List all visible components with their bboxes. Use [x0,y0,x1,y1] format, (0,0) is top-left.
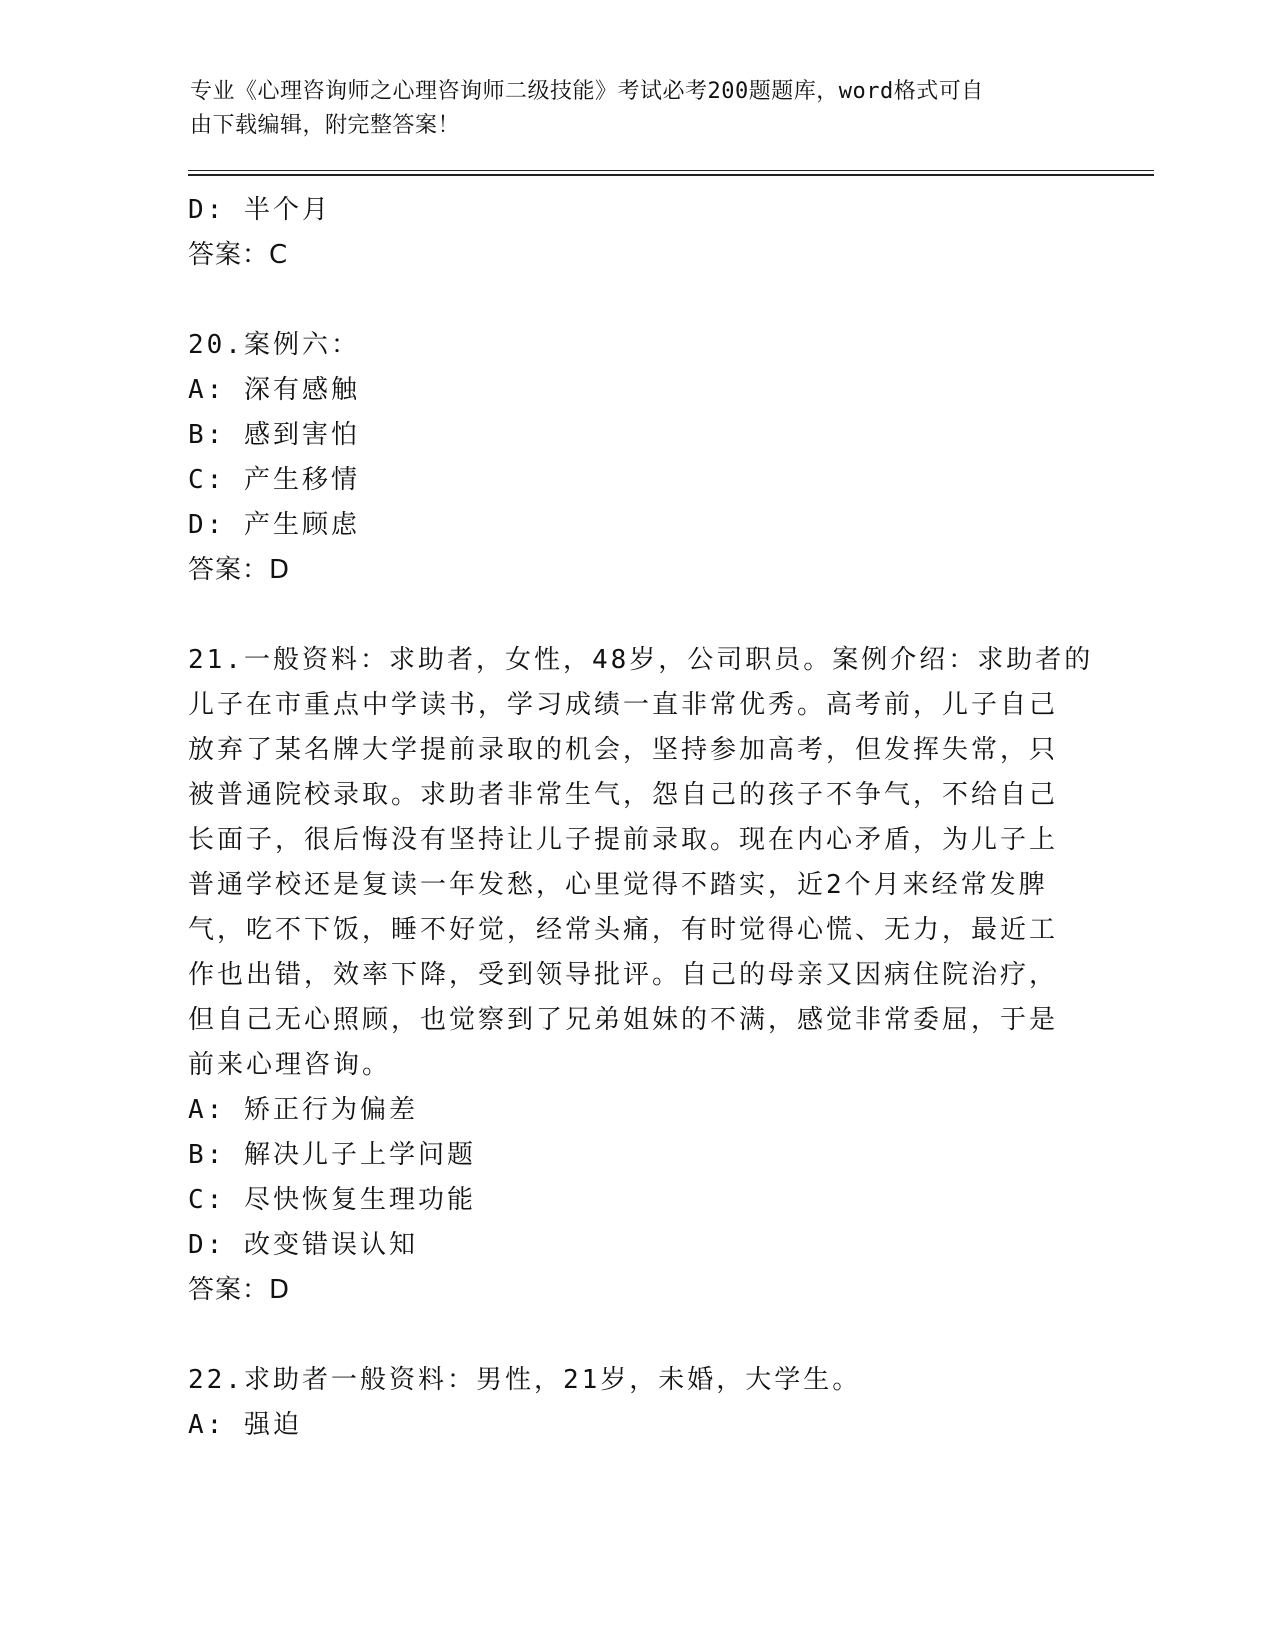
option-a: A: 矫正行为偏差 [188,1095,418,1125]
answer-label: 答案：C [188,240,289,270]
option-c: C: 尽快恢复生理功能 [188,1185,476,1215]
option-d: D: 改变错误认知 [188,1230,418,1260]
option-b: B: 感到害怕 [188,420,360,450]
question-text-line: 气，吃不下饭，睡不好觉，经常头痛，有时觉得心慌、无力，最近工 [188,915,1059,945]
answer-label: 答案：D [188,1275,291,1305]
option-d: D: 半个月 [188,195,331,225]
spacer [188,593,1088,638]
question-text-line: 被普通院校录取。求助者非常生气，怨自己的孩子不争气，不给自己 [188,780,1059,810]
question-text-line: 儿子在市重点中学读书，学习成绩一直非常优秀。高考前，儿子自己 [188,690,1059,720]
question-19-tail [188,188,1088,278]
question-21 [188,638,1094,1313]
document-header [190,75,1070,143]
question-text-line: 21.一般资料：求助者，女性，48岁，公司职员。案例介绍：求助者的 [188,645,1094,675]
question-22 [188,1358,1088,1448]
answer-label: 答案：D [188,555,291,585]
spacer [188,278,1088,323]
question-text: 20.案例六： [188,330,360,360]
spacer [188,1313,1088,1358]
question-list [188,188,1094,1448]
question-text-line: 但自己无心照顾，也觉察到了兄弟姐妹的不满，感觉非常委屈，于是 [188,1005,1059,1035]
header-title-line-1: 专业《心理咨询师之心理咨询师二级技能》考试必考200题题库，word格式可自 [190,79,984,104]
header-rule-bottom [188,174,1154,176]
option-a: A: 深有感触 [188,375,360,405]
header-title-line-2: 由下载编辑，附完整答案！ [190,113,461,138]
question-20 [188,323,1088,593]
question-text-line: 放弃了某名牌大学提前录取的机会，坚持参加高考，但发挥失常，只 [188,735,1059,765]
option-c: C: 产生移情 [188,465,360,495]
question-text-line: 作也出错，效率下降，受到领导批评。自己的母亲又因病住院治疗， [188,960,1059,990]
header-rule-top [188,170,1154,171]
question-text-line: 普通学校还是复读一年发愁，心里觉得不踏实，近2个月来经常发脾 [188,870,1048,900]
option-d: D: 产生顾虑 [188,510,360,540]
question-text-line: 长面子，很后悔没有坚持让儿子提前录取。现在内心矛盾，为儿子上 [188,825,1059,855]
question-text: 22.求助者一般资料：男性，21岁，未婚，大学生。 [188,1365,862,1395]
option-b: B: 解决儿子上学问题 [188,1140,476,1170]
option-a: A: 强迫 [188,1410,302,1440]
question-text-line: 前来心理咨询。 [188,1050,392,1080]
